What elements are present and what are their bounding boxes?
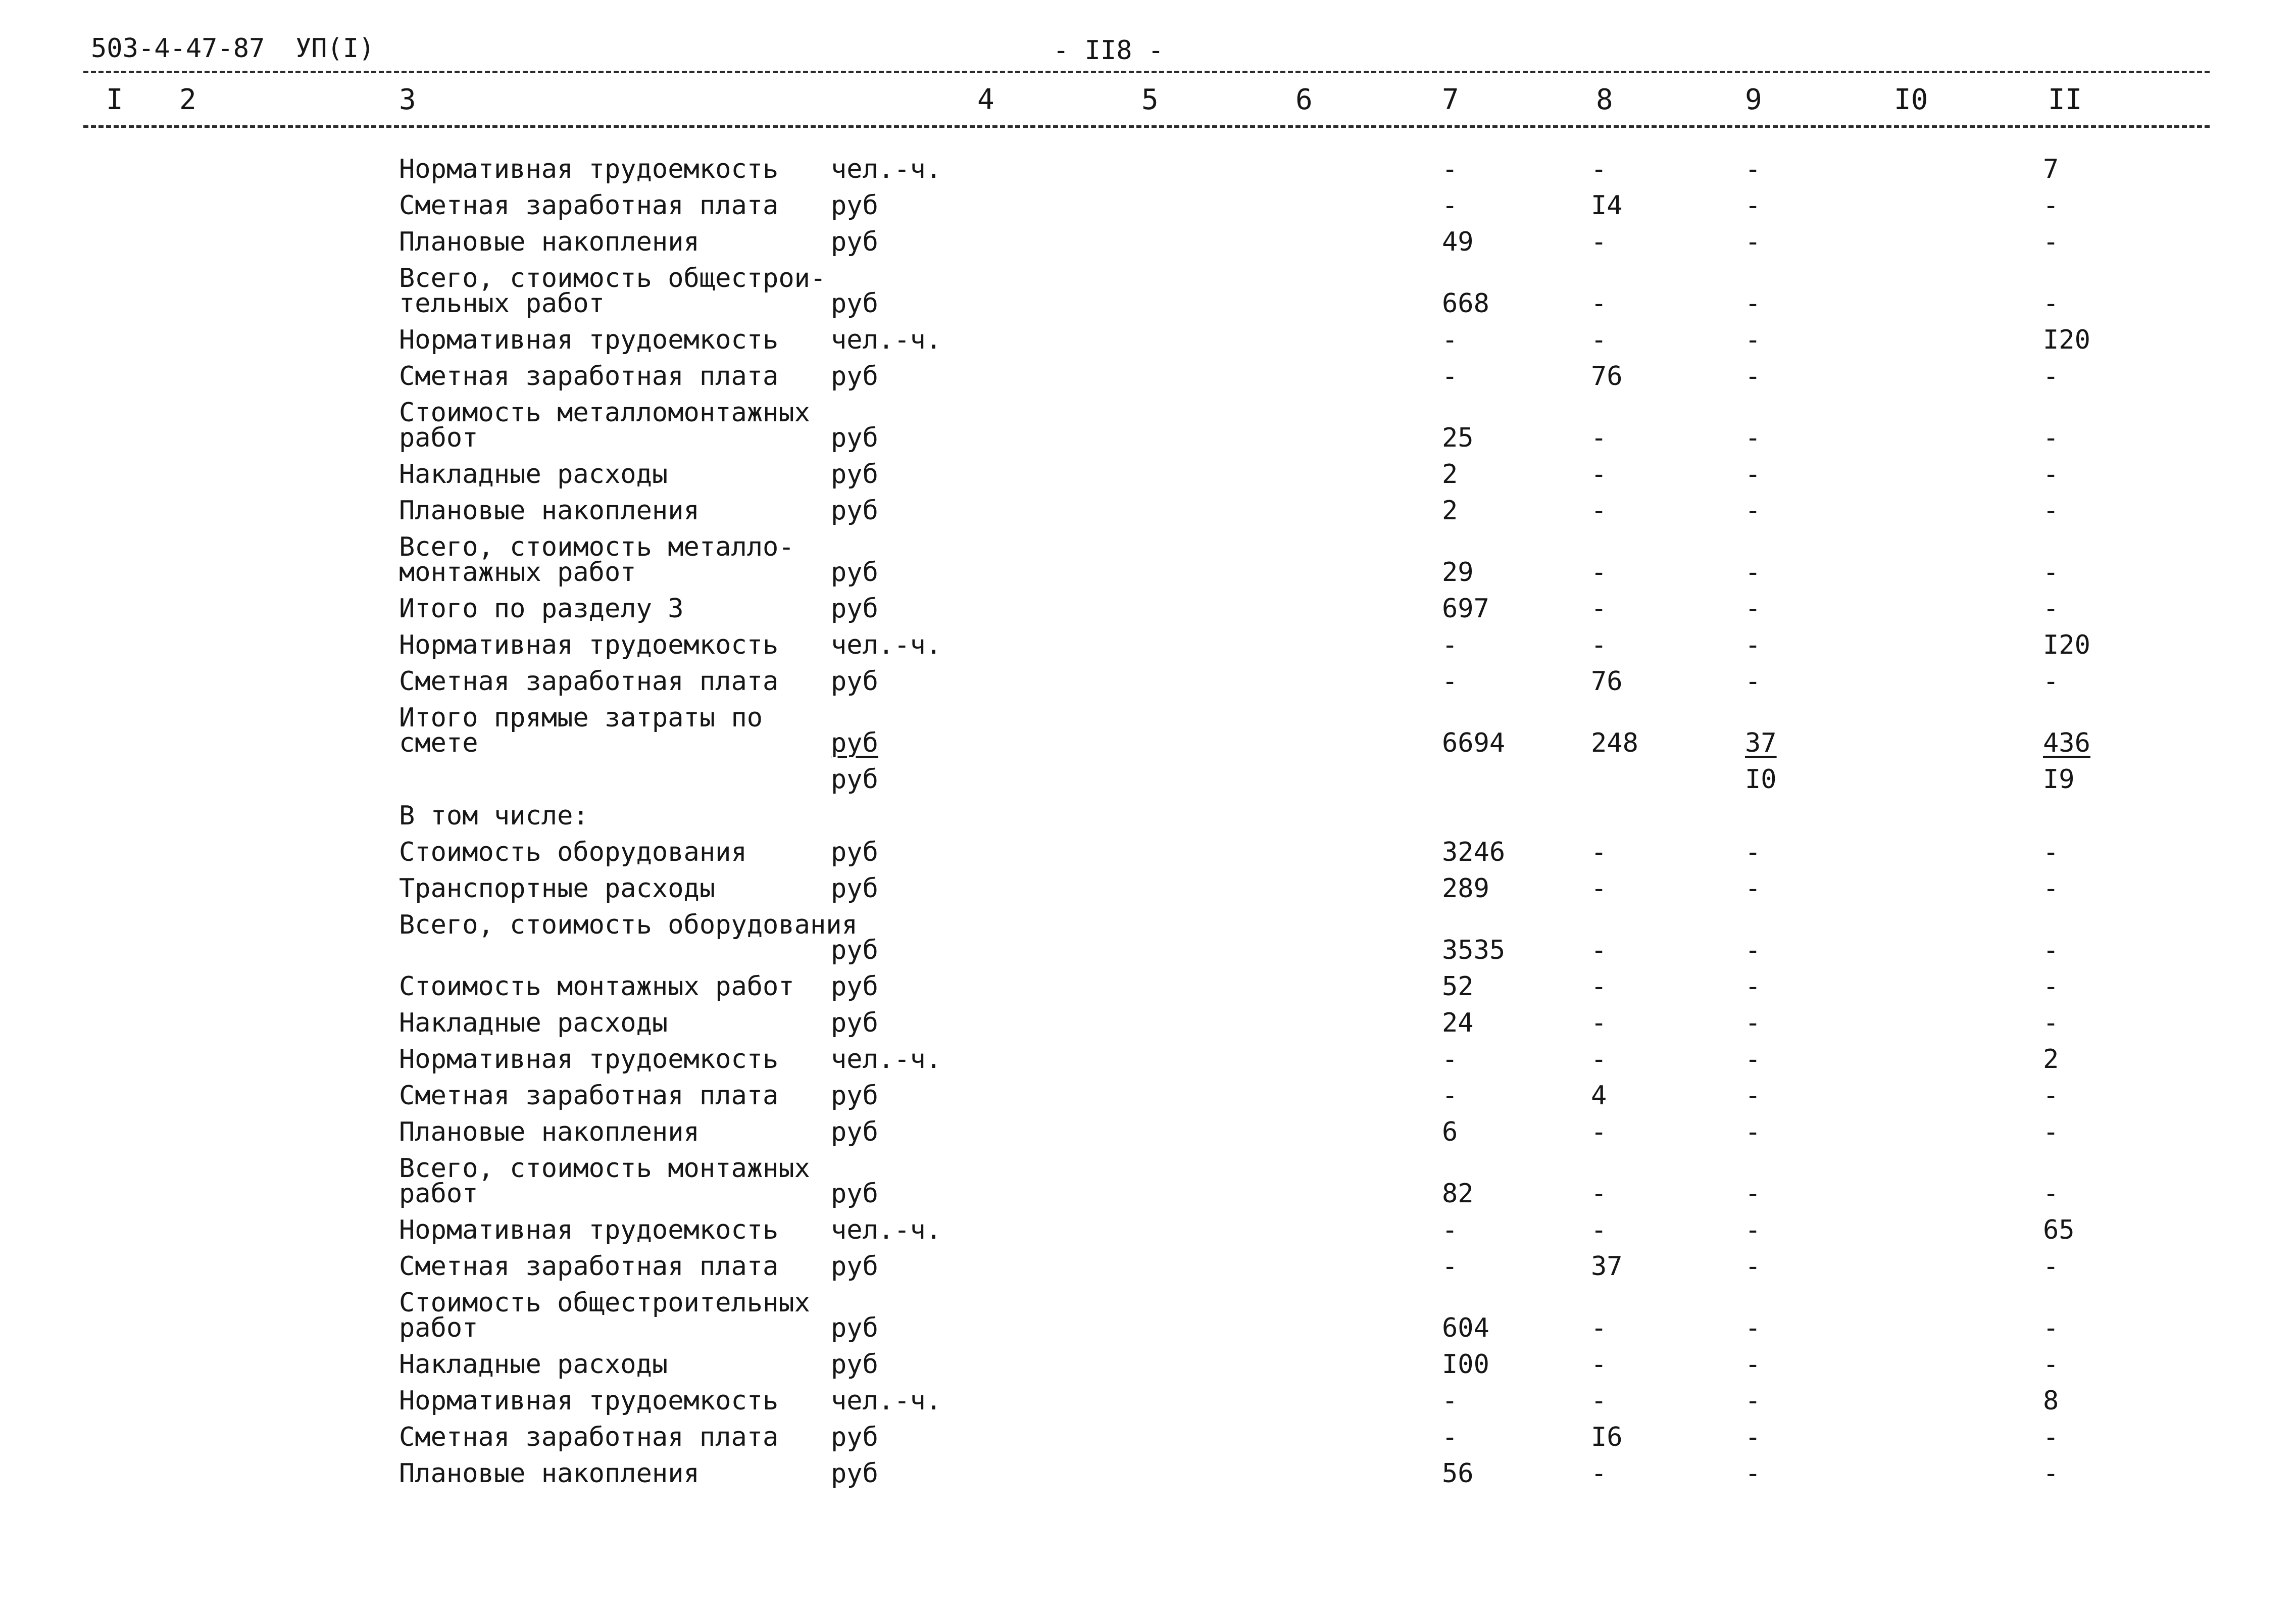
row-col11-value: - <box>2043 1081 2059 1111</box>
row-col8-value: - <box>1591 630 1607 660</box>
row-col8-value: - <box>1591 1313 1607 1343</box>
row-col8-value: - <box>1591 154 1607 184</box>
row-label: Нормативная трудоемкость <box>399 325 779 355</box>
row-col11-value: - <box>2043 1008 2059 1038</box>
row-col8-value: 76 <box>1591 666 1623 697</box>
row-col9-value: 37 <box>1745 728 1777 758</box>
row-unit: руб <box>831 288 878 319</box>
row-label: Сметная заработная плата <box>399 1422 779 1452</box>
row-unit: руб <box>831 1081 878 1111</box>
row-label: Сметная заработная плата <box>399 1081 779 1111</box>
row-col8-value: - <box>1591 325 1607 355</box>
row-unit: руб <box>831 361 878 392</box>
row-unit: руб <box>831 1251 878 1282</box>
row-col7-value: - <box>1442 154 1458 184</box>
row-unit: чел.-ч. <box>831 1215 942 1245</box>
row-col7-value: - <box>1442 190 1458 221</box>
row-col9-value: - <box>1745 873 1761 904</box>
row-label: Нормативная трудоемкость <box>399 630 779 660</box>
row-unit: чел.-ч. <box>831 630 942 660</box>
row-col11-value: 65 <box>2043 1215 2075 1245</box>
row-col9-value: I0 <box>1745 764 1777 795</box>
row-unit: руб <box>831 190 878 221</box>
row-label: Нормативная трудоемкость <box>399 1044 779 1075</box>
row-label: Сметная заработная плата <box>399 190 779 221</box>
row-unit: руб <box>831 971 878 1002</box>
row-col8-value: 76 <box>1591 361 1623 392</box>
row-col8-value: - <box>1591 1386 1607 1416</box>
row-col8-value: - <box>1591 1179 1607 1209</box>
row-col9-value: - <box>1745 630 1761 660</box>
row-col7-value: 668 <box>1442 288 1489 319</box>
row-col9-value: - <box>1745 154 1761 184</box>
row-label: Всего, стоимость оборудования <box>399 910 858 940</box>
row-col9-value: - <box>1745 361 1761 392</box>
row-col9-value: - <box>1745 1251 1761 1282</box>
row-col9-value: - <box>1745 594 1761 624</box>
row-col8-value: 248 <box>1591 728 1638 758</box>
row-label: Сметная заработная плата <box>399 666 779 697</box>
row-unit: руб <box>831 764 878 795</box>
row-unit: руб <box>831 1422 878 1452</box>
row-col11-value: - <box>2043 1251 2059 1282</box>
row-unit: руб <box>831 1313 878 1343</box>
row-label: В том числе: <box>399 801 589 831</box>
row-col7-value: 2 <box>1442 496 1458 526</box>
row-unit: руб <box>831 423 878 453</box>
row-label: Итого по разделу 3 <box>399 594 684 624</box>
row-col9-value: - <box>1745 1215 1761 1245</box>
row-label: Сметная заработная плата <box>399 361 779 392</box>
row-col11-value: - <box>2043 1313 2059 1343</box>
row-unit: руб <box>831 873 878 904</box>
row-col9-value: - <box>1745 557 1761 588</box>
row-label: Всего, стоимость металло- монтажных работ <box>399 532 794 588</box>
column-number-3: 3 <box>399 83 416 116</box>
row-col8-value: - <box>1591 288 1607 319</box>
row-col7-value: - <box>1442 1422 1458 1452</box>
row-col9-value: - <box>1745 1386 1761 1416</box>
row-col8-value: - <box>1591 837 1607 867</box>
row-label: Плановые накопления <box>399 496 700 526</box>
row-unit: руб <box>831 227 878 257</box>
row-col11-value: - <box>2043 288 2059 319</box>
row-col7-value: 2 <box>1442 459 1458 490</box>
row-label: Нормативная трудоемкость <box>399 1386 779 1416</box>
row-col11-value: - <box>2043 594 2059 624</box>
row-col11-value: I9 <box>2043 764 2075 795</box>
row-col11-value: - <box>2043 1117 2059 1147</box>
row-label: Стоимость оборудования <box>399 837 747 867</box>
header-top-rule <box>83 71 2210 73</box>
row-unit: чел.-ч. <box>831 154 942 184</box>
row-col7-value: 29 <box>1442 557 1474 588</box>
column-number-2: 2 <box>179 83 196 116</box>
row-label: Итого прямые затраты по смете <box>399 703 763 758</box>
row-col7-value: - <box>1442 1251 1458 1282</box>
header-bottom-rule <box>83 125 2210 128</box>
row-col8-value: - <box>1591 935 1607 965</box>
row-col7-value: - <box>1442 325 1458 355</box>
album-code: УП(I) <box>295 33 375 64</box>
row-col9-value: - <box>1745 1422 1761 1452</box>
row-col9-value: - <box>1745 1081 1761 1111</box>
row-col7-value: - <box>1442 1044 1458 1075</box>
row-col8-value: I6 <box>1591 1422 1623 1452</box>
row-col8-value: - <box>1591 423 1607 453</box>
row-col7-value: - <box>1442 1215 1458 1245</box>
row-col7-value: - <box>1442 361 1458 392</box>
row-col7-value: I00 <box>1442 1349 1489 1380</box>
row-col11-value: - <box>2043 935 2059 965</box>
row-col8-value: - <box>1591 1044 1607 1075</box>
document-code: 503-4-47-87 <box>91 33 265 64</box>
row-col7-value: - <box>1442 1081 1458 1111</box>
row-col11-value: - <box>2043 971 2059 1002</box>
row-col11-value: I20 <box>2043 630 2090 660</box>
row-col11-value: - <box>2043 1422 2059 1452</box>
row-col9-value: - <box>1745 190 1761 221</box>
row-unit: руб <box>831 1458 878 1489</box>
row-col8-value: - <box>1591 873 1607 904</box>
row-col7-value: 6 <box>1442 1117 1458 1147</box>
row-label: Транспортные расходы <box>399 873 716 904</box>
row-col11-value: - <box>2043 361 2059 392</box>
column-number-7: 7 <box>1442 83 1459 116</box>
row-col11-value: - <box>2043 557 2059 588</box>
row-unit: чел.-ч. <box>831 1044 942 1075</box>
column-number-1: I <box>106 83 123 116</box>
row-col9-value: - <box>1745 1349 1761 1380</box>
row-col8-value: - <box>1591 971 1607 1002</box>
row-col7-value: 6694 <box>1442 728 1506 758</box>
row-label: Всего, стоимость общестрои- тельных работ <box>399 263 826 319</box>
row-label: Плановые накопления <box>399 1117 700 1147</box>
row-col9-value: - <box>1745 1008 1761 1038</box>
row-col11-value: - <box>2043 423 2059 453</box>
row-label: Накладные расходы <box>399 1349 668 1380</box>
row-unit: руб <box>831 837 878 867</box>
row-col8-value: - <box>1591 1349 1607 1380</box>
row-col7-value: 24 <box>1442 1008 1474 1038</box>
row-col9-value: - <box>1745 325 1761 355</box>
row-unit: руб <box>831 1179 878 1209</box>
row-col7-value: 25 <box>1442 423 1474 453</box>
row-col9-value: - <box>1745 1313 1761 1343</box>
row-col9-value: - <box>1745 459 1761 490</box>
column-number-9: 9 <box>1745 83 1762 116</box>
row-col11-value: - <box>2043 1179 2059 1209</box>
column-number-11: II <box>2048 83 2082 116</box>
row-col8-value: - <box>1591 459 1607 490</box>
row-unit: руб <box>831 728 878 758</box>
column-number-10: I0 <box>1894 83 1928 116</box>
row-col7-value: 289 <box>1442 873 1489 904</box>
row-col11-value: - <box>2043 459 2059 490</box>
row-label: Плановые накопления <box>399 1458 700 1489</box>
column-number-5: 5 <box>1141 83 1159 116</box>
row-unit: руб <box>831 935 878 965</box>
row-col7-value: 82 <box>1442 1179 1474 1209</box>
row-col11-value: 436 <box>2043 728 2090 758</box>
row-col8-value: - <box>1591 1458 1607 1489</box>
row-label: Нормативная трудоемкость <box>399 1215 779 1245</box>
row-unit: руб <box>831 557 878 588</box>
row-label: Стоимость металломонтажных работ <box>399 398 810 453</box>
row-unit: руб <box>831 594 878 624</box>
row-col7-value: 52 <box>1442 971 1474 1002</box>
row-unit: руб <box>831 459 878 490</box>
row-label: Нормативная трудоемкость <box>399 154 779 184</box>
row-col11-value: - <box>2043 496 2059 526</box>
row-col11-value: - <box>2043 1458 2059 1489</box>
row-col8-value: - <box>1591 1215 1607 1245</box>
row-col9-value: - <box>1745 227 1761 257</box>
row-label: Плановые накопления <box>399 227 700 257</box>
row-col7-value: 49 <box>1442 227 1474 257</box>
row-unit: руб <box>831 1349 878 1380</box>
row-col8-value: 37 <box>1591 1251 1623 1282</box>
row-col11-value: I20 <box>2043 325 2090 355</box>
row-col11-value: 7 <box>2043 154 2059 184</box>
row-label: Накладные расходы <box>399 1008 668 1038</box>
row-col9-value: - <box>1745 935 1761 965</box>
row-unit: руб <box>831 666 878 697</box>
row-col11-value: - <box>2043 227 2059 257</box>
row-col9-value: - <box>1745 1179 1761 1209</box>
row-col9-value: - <box>1745 496 1761 526</box>
row-col9-value: - <box>1745 1458 1761 1489</box>
row-col8-value: - <box>1591 557 1607 588</box>
row-col7-value: 604 <box>1442 1313 1489 1343</box>
row-col8-value: - <box>1591 1117 1607 1147</box>
row-col7-value: 3246 <box>1442 837 1506 867</box>
row-col8-value: - <box>1591 496 1607 526</box>
row-unit: чел.-ч. <box>831 1386 942 1416</box>
row-col11-value: - <box>2043 873 2059 904</box>
column-number-6: 6 <box>1295 83 1313 116</box>
page-number: - II8 - <box>1053 35 1164 66</box>
row-col7-value: 697 <box>1442 594 1489 624</box>
row-col8-value: - <box>1591 227 1607 257</box>
row-col9-value: - <box>1745 971 1761 1002</box>
row-col9-value: - <box>1745 423 1761 453</box>
row-label: Стоимость общестроительных работ <box>399 1288 810 1343</box>
row-unit: чел.-ч. <box>831 325 942 355</box>
row-col11-value: - <box>2043 1349 2059 1380</box>
row-col7-value: 3535 <box>1442 935 1506 965</box>
row-unit: руб <box>831 496 878 526</box>
row-col9-value: - <box>1745 288 1761 319</box>
row-col7-value: 56 <box>1442 1458 1474 1489</box>
column-number-8: 8 <box>1596 83 1613 116</box>
row-col8-value: 4 <box>1591 1081 1607 1111</box>
row-label: Всего, стоимость монтажных работ <box>399 1153 810 1209</box>
row-col8-value: I4 <box>1591 190 1623 221</box>
row-label: Стоимость монтажных работ <box>399 971 794 1002</box>
row-col7-value: - <box>1442 666 1458 697</box>
row-col9-value: - <box>1745 837 1761 867</box>
row-label: Сметная заработная плата <box>399 1251 779 1282</box>
row-col7-value: - <box>1442 1386 1458 1416</box>
row-col11-value: 8 <box>2043 1386 2059 1416</box>
column-number-4: 4 <box>977 83 994 116</box>
row-col9-value: - <box>1745 1117 1761 1147</box>
row-label: Накладные расходы <box>399 459 668 490</box>
row-col11-value: - <box>2043 190 2059 221</box>
row-col9-value: - <box>1745 666 1761 697</box>
row-unit: руб <box>831 1117 878 1147</box>
row-col9-value: - <box>1745 1044 1761 1075</box>
row-col7-value: - <box>1442 630 1458 660</box>
row-unit: руб <box>831 1008 878 1038</box>
row-col8-value: - <box>1591 1008 1607 1038</box>
row-col11-value: 2 <box>2043 1044 2059 1075</box>
row-col8-value: - <box>1591 594 1607 624</box>
row-col11-value: - <box>2043 837 2059 867</box>
row-col11-value: - <box>2043 666 2059 697</box>
